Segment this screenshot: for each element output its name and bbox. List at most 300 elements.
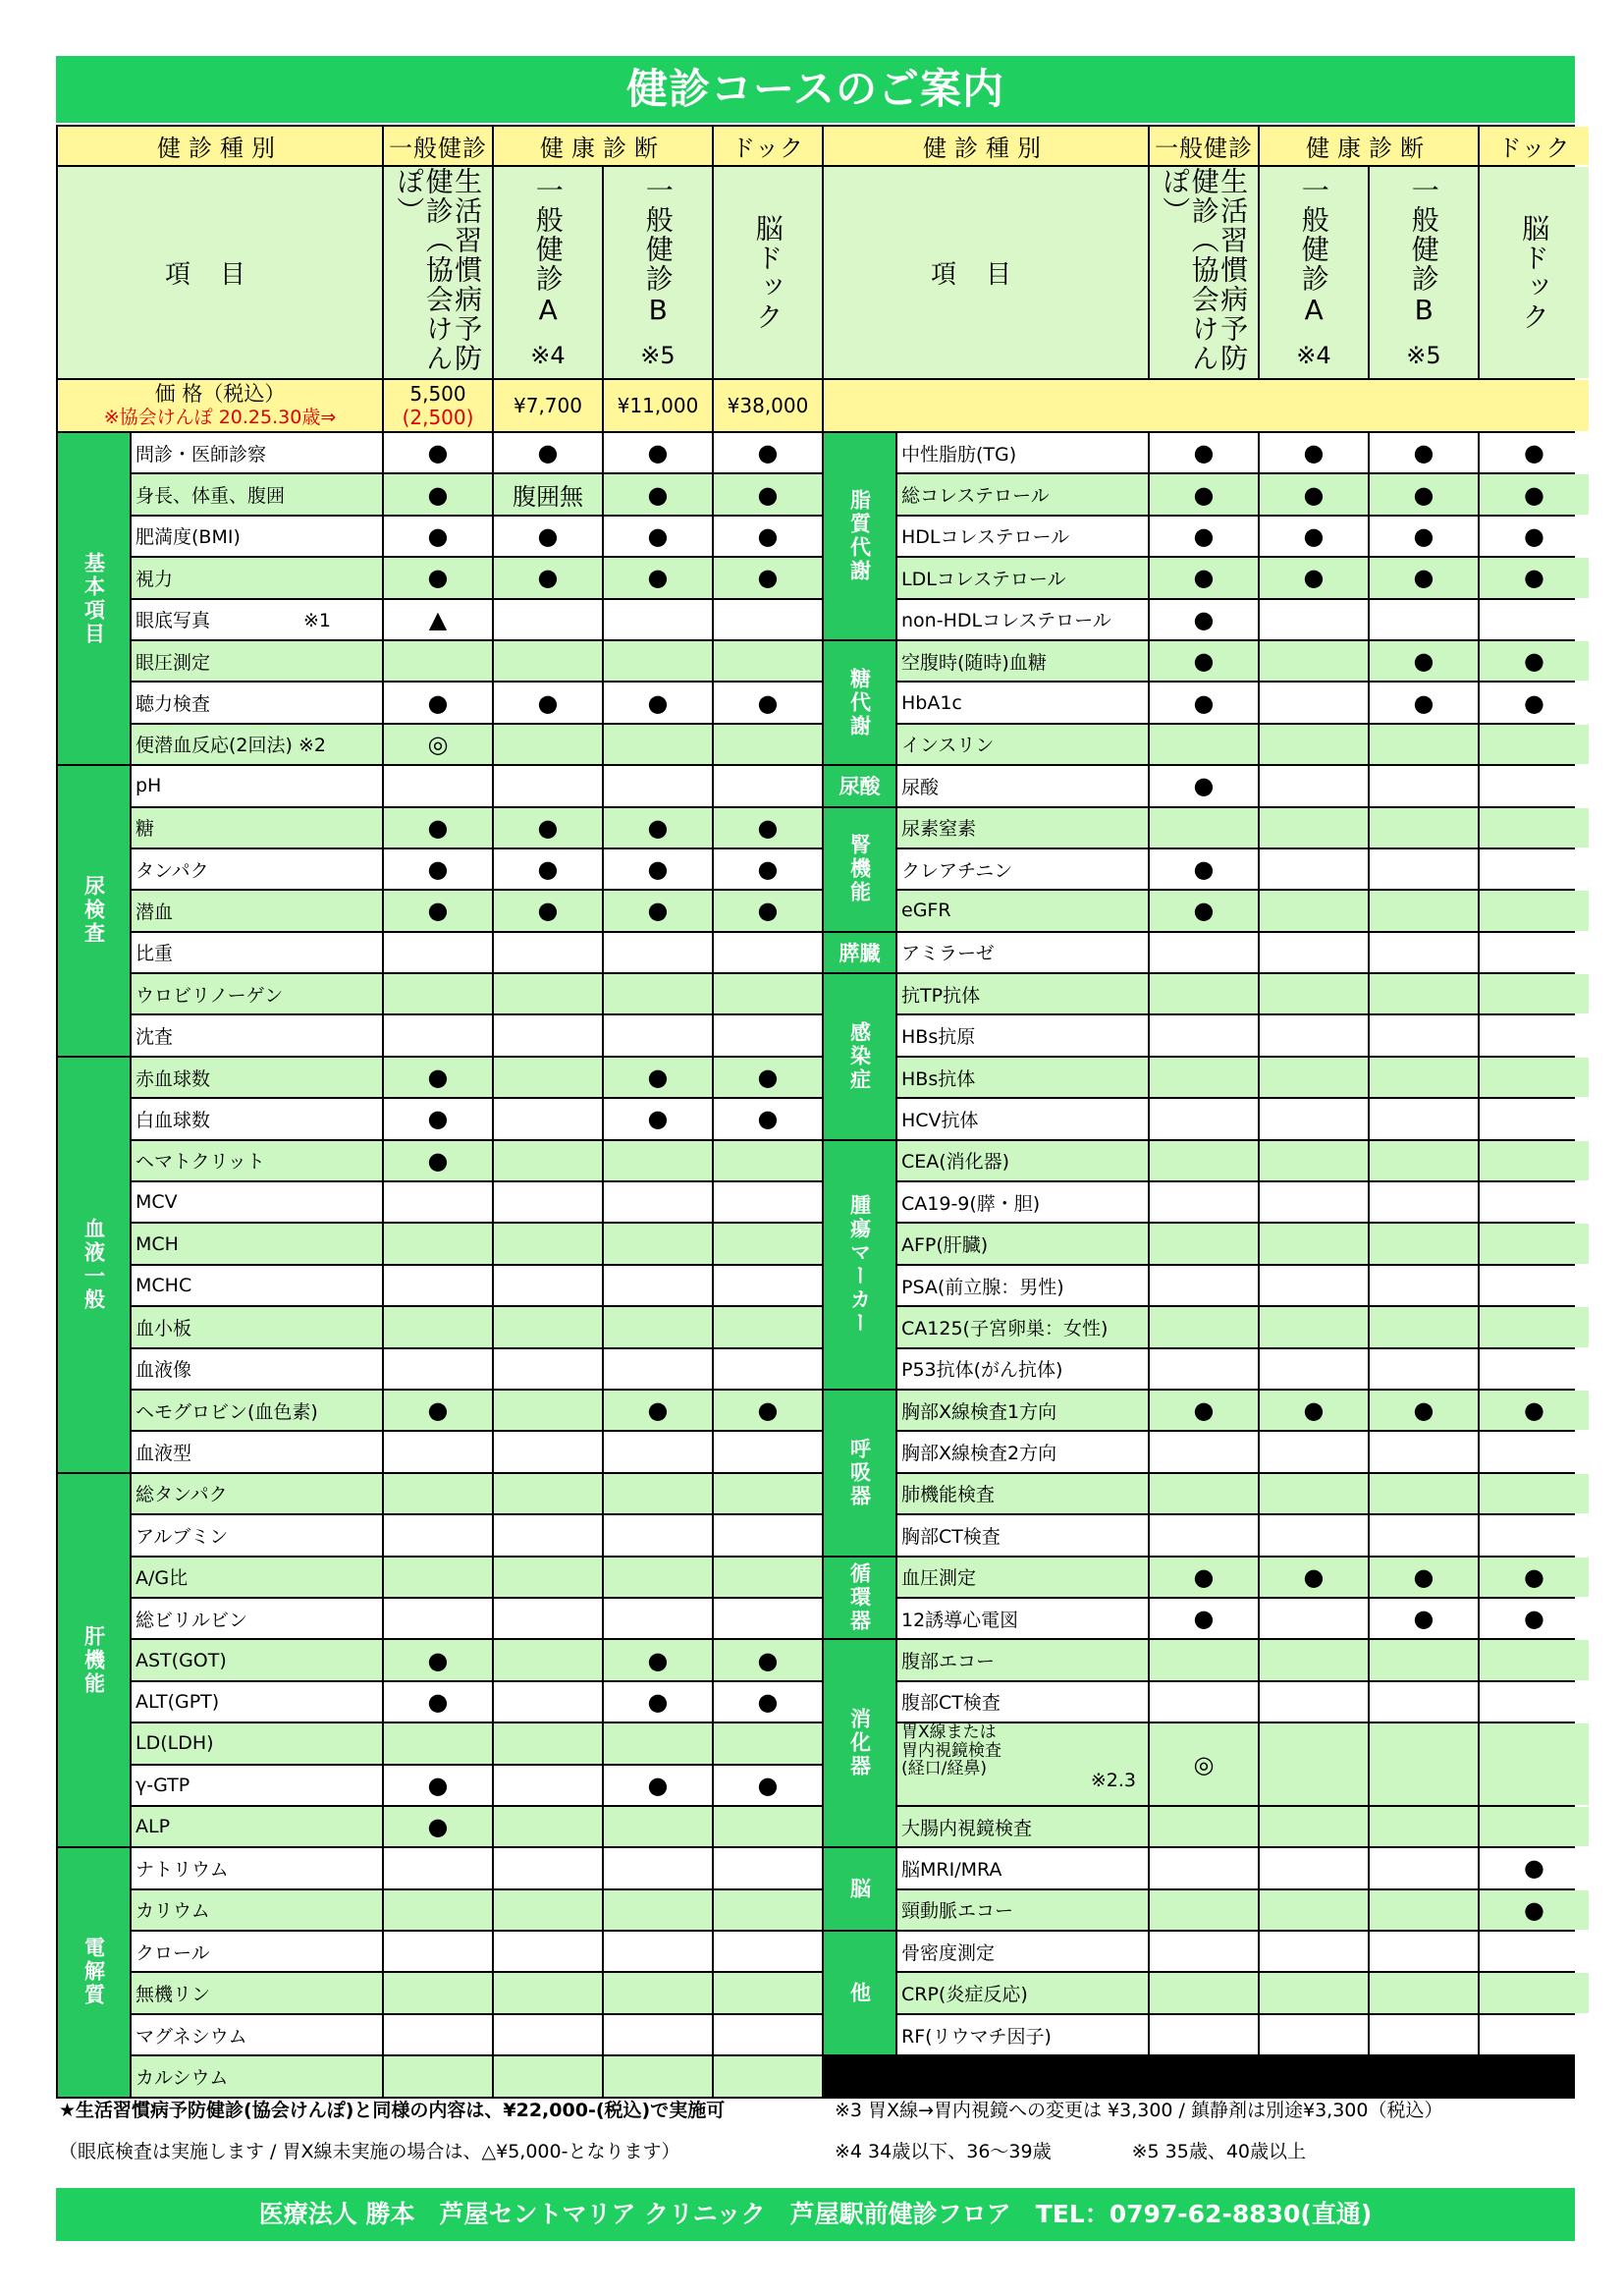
mark-cell: ● <box>384 1391 492 1430</box>
mark-cell <box>1260 1015 1368 1055</box>
item-label: 胸部CT検査 <box>897 1515 1148 1555</box>
mark-cell: ● <box>1480 1848 1589 1887</box>
item-label: HBs抗体 <box>897 1058 1148 1097</box>
mark-cell <box>1480 1640 1589 1679</box>
dock-header-left: ドック <box>714 127 822 165</box>
mark-cell: 腹囲無 <box>494 474 602 514</box>
mark-cell <box>384 1973 492 2012</box>
general-header-right: 一般健診 <box>1150 127 1258 165</box>
mark-cell <box>1480 1058 1589 1097</box>
mark-cell <box>1150 1973 1258 2012</box>
mark-cell <box>494 1266 602 1305</box>
item-label: 空腹時(随時)血糖 <box>897 641 1148 681</box>
mark-cell <box>1370 766 1478 805</box>
course-a-header-right: 一般健診A ※4 <box>1260 167 1368 378</box>
mark-cell <box>604 933 712 972</box>
section-label <box>824 1558 895 1639</box>
mark-cell <box>1150 1640 1258 1679</box>
item-label: 糖 <box>132 808 382 847</box>
mark-cell <box>1480 1932 1589 1971</box>
mark-cell <box>1260 683 1368 722</box>
section-label <box>824 1640 895 1846</box>
mark-cell <box>1370 725 1478 764</box>
mark-cell: ● <box>1480 517 1589 556</box>
mark-cell <box>1480 1015 1589 1055</box>
mark-cell <box>494 766 602 805</box>
mark-cell <box>714 1307 822 1346</box>
mark-cell <box>714 933 822 972</box>
item-label: 血小板 <box>132 1307 382 1346</box>
mark-cell: ● <box>1150 1558 1258 1597</box>
item-label: アミラーゼ <box>897 933 1148 972</box>
mark-cell <box>494 1182 602 1222</box>
mark-cell <box>1150 1474 1258 1513</box>
item-label: ヘモグロビン(血色素) <box>132 1391 382 1430</box>
mark-cell <box>1480 1474 1589 1513</box>
mark-cell <box>384 1848 492 1887</box>
item-label: 無機リン <box>132 1973 382 2012</box>
category-header-right: 健診種別 <box>824 127 1148 165</box>
mark-cell: ● <box>1150 558 1258 597</box>
mark-cell <box>494 1682 602 1722</box>
mark-cell: ● <box>1480 1890 1589 1930</box>
item-label: 骨密度測定 <box>897 1932 1148 1971</box>
course-b-header-left: 一般健診B ※5 <box>604 167 712 378</box>
section-label <box>824 1848 895 1930</box>
mark-cell: ● <box>604 558 712 597</box>
mark-cell <box>384 641 492 681</box>
item-label: 総ビリルビン <box>132 1599 382 1638</box>
item-label: 聴力検査 <box>132 683 382 722</box>
mark-cell <box>1260 1266 1368 1305</box>
mark-cell: ● <box>1480 433 1589 472</box>
item-label-line: 胃内視鏡検査 <box>901 1740 1001 1761</box>
kyokai-age-note: ※協会けんぽ 20.25.30歳⇒ <box>103 407 337 429</box>
price-seikatsu-kyokai: (2,500) <box>402 406 474 429</box>
item-label: non-HDLコレステロール <box>897 600 1148 639</box>
seikatsu-header-left: 生活習慣病予防健診（協会けんぽ） <box>384 167 492 378</box>
mark-cell <box>714 1723 822 1763</box>
mark-cell <box>1150 1515 1258 1555</box>
mark-cell <box>1260 1058 1368 1097</box>
mark-cell <box>1480 974 1589 1013</box>
section-label-text: 感染症 <box>847 1020 872 1092</box>
mark-cell <box>1150 1224 1258 1263</box>
mark-cell <box>1370 1058 1478 1097</box>
mark-cell <box>494 641 602 681</box>
item-label: AST(GOT) <box>132 1640 382 1679</box>
mark-cell <box>604 1141 712 1180</box>
dock-course-header-left: 脳ドック <box>714 167 822 378</box>
mark-cell <box>1480 1515 1589 1555</box>
mark-cell <box>1260 1848 1368 1887</box>
mark-cell: ● <box>384 517 492 556</box>
mark-cell: ● <box>1370 1558 1478 1597</box>
item-label: CA19-9(膵・胆) <box>897 1182 1148 1222</box>
mark-cell <box>1260 1515 1368 1555</box>
mark-cell: ● <box>1150 433 1258 472</box>
item-label: 腹部エコー <box>897 1640 1148 1679</box>
mark-cell <box>494 1015 602 1055</box>
mark-cell <box>604 1432 712 1471</box>
mark-cell <box>1370 1515 1478 1555</box>
mark-cell <box>494 1558 602 1597</box>
item-label: 血液像 <box>132 1349 382 1389</box>
mark-cell <box>604 1848 712 1887</box>
mark-cell <box>1370 1349 1478 1389</box>
mark-cell <box>1370 1474 1478 1513</box>
mark-cell <box>1480 600 1589 639</box>
mark-cell <box>1260 600 1368 639</box>
mark-cell: ● <box>1480 683 1589 722</box>
general-header-left: 一般健診 <box>384 127 492 165</box>
item-label: MCV <box>132 1182 382 1222</box>
item-label: 沈査 <box>132 1015 382 1055</box>
mark-cell <box>494 1723 602 1763</box>
item-label: ALP <box>132 1807 382 1846</box>
item-label: MCH <box>132 1224 382 1263</box>
item-label: 視力 <box>132 558 382 597</box>
mark-cell <box>494 1141 602 1180</box>
mark-cell <box>1370 974 1478 1013</box>
mark-cell <box>1370 933 1478 972</box>
section-label <box>824 808 895 931</box>
mark-cell <box>1260 1307 1368 1346</box>
mark-cell: ● <box>384 1640 492 1679</box>
mark-cell <box>494 933 602 972</box>
mark-cell <box>494 1515 602 1555</box>
course-b-header-right: 一般健診B ※5 <box>1370 167 1478 378</box>
price-course-b: ¥11,000 <box>604 380 712 431</box>
dock-header-right: ドック <box>1480 127 1589 165</box>
mark-cell <box>604 1182 712 1222</box>
mark-cell <box>714 1266 822 1305</box>
mark-cell <box>1150 1932 1258 1971</box>
section-label-text: 尿検査 <box>81 875 106 947</box>
item-label: 総タンパク <box>132 1474 382 1513</box>
mark-cell: ◎ <box>1150 1723 1258 1805</box>
mark-cell <box>1260 1932 1368 1971</box>
item-label: 潜血 <box>132 891 382 930</box>
mark-cell <box>714 2015 822 2054</box>
item-label: P53抗体(がん抗体) <box>897 1349 1148 1389</box>
mark-cell <box>714 1973 822 2012</box>
mark-cell: ● <box>604 433 712 472</box>
course-a-header-left: 一般健診A ※4 <box>494 167 602 378</box>
mark-cell <box>1370 1807 1478 1846</box>
mark-cell: ● <box>1260 1558 1368 1597</box>
mark-cell <box>1480 1349 1589 1389</box>
mark-cell: ● <box>1480 1558 1589 1597</box>
mark-cell <box>1260 2015 1368 2054</box>
mark-cell <box>714 2056 822 2096</box>
mark-cell <box>1260 725 1368 764</box>
item-label: 比重 <box>132 933 382 972</box>
mark-cell: ● <box>604 849 712 889</box>
mark-cell <box>1260 1349 1368 1389</box>
section-label <box>58 1474 130 1847</box>
item-label: 肺機能検査 <box>897 1474 1148 1513</box>
mark-cell <box>1370 1307 1478 1346</box>
mark-cell: ◎ <box>384 725 492 764</box>
seikatsu-header-right: 生活習慣病予防健診（協会けんぽ） <box>1150 167 1258 378</box>
mark-cell <box>1370 2015 1478 2054</box>
item-label: HDLコレステロール <box>897 517 1148 556</box>
mark-cell <box>604 1515 712 1555</box>
item-label: CA125(子宮卵巣：女性) <box>897 1307 1148 1346</box>
mark-cell <box>1260 1432 1368 1471</box>
section-label-text: 基本項目 <box>81 551 106 646</box>
clinic-footer: 医療法人 勝本 芦屋セントマリア クリニック 芦屋駅前健診フロア TEL：0797-62-8830(直通) <box>56 2188 1575 2241</box>
mark-cell <box>494 2056 602 2096</box>
item-note: ※2.3 <box>1090 1770 1136 1791</box>
item-header-left: 項目 <box>58 167 382 378</box>
item-label: 大腸内視鏡検査 <box>897 1807 1148 1846</box>
mark-cell <box>384 1307 492 1346</box>
mark-cell: ● <box>1370 683 1478 722</box>
mark-cell: ● <box>604 1766 712 1805</box>
mark-cell <box>494 1973 602 2012</box>
mark-cell <box>1370 1932 1478 1971</box>
mark-cell: ● <box>714 1640 822 1679</box>
item-label <box>897 1723 1148 1805</box>
mark-cell <box>384 1558 492 1597</box>
mark-cell: ● <box>714 1099 822 1138</box>
note-1-2: ※1 ▲眼底検査は医師の判断により実施 ※2 ◎35歳以上の方のみ実施 <box>835 2058 1429 2080</box>
item-label: AFP(肝臓) <box>897 1224 1148 1263</box>
mark-cell <box>1480 1141 1589 1180</box>
mark-cell: ● <box>1260 1391 1368 1430</box>
section-label <box>58 1058 130 1472</box>
mark-cell: ● <box>384 849 492 889</box>
mark-cell: ● <box>604 1058 712 1097</box>
mark-cell <box>384 1224 492 1263</box>
mark-cell: ● <box>714 683 822 722</box>
mark-cell: ● <box>384 474 492 514</box>
course-table <box>56 125 1575 2099</box>
mark-cell: ● <box>384 683 492 722</box>
mark-cell: ● <box>604 1099 712 1138</box>
mark-cell <box>604 1890 712 1930</box>
mark-cell <box>1260 1890 1368 1930</box>
item-label: 白血球数 <box>132 1099 382 1138</box>
item-label: 赤血球数 <box>132 1058 382 1097</box>
mark-cell: ● <box>604 683 712 722</box>
mark-cell: ● <box>384 808 492 847</box>
mark-cell <box>1260 1973 1368 2012</box>
item-label: カリウム <box>132 1890 382 1930</box>
mark-cell: ● <box>1150 1391 1258 1430</box>
mark-cell: ● <box>1370 517 1478 556</box>
item-label: A/G比 <box>132 1558 382 1597</box>
section-label-text: 糖代謝 <box>847 667 872 738</box>
mark-cell: ● <box>384 558 492 597</box>
item-label: 眼圧測定 <box>132 641 382 681</box>
mark-cell <box>1150 1058 1258 1097</box>
mark-cell: ● <box>1150 683 1258 722</box>
mark-cell <box>604 1973 712 2012</box>
mark-cell <box>714 725 822 764</box>
item-header-right: 項目 <box>824 167 1148 378</box>
item-label: ナトリウム <box>132 1848 382 1887</box>
mark-cell <box>1150 1266 1258 1305</box>
mark-cell <box>1370 1848 1478 1887</box>
item-label: 頸動脈エコー <box>897 1890 1148 1930</box>
section-label-text: 腎機能 <box>847 834 872 905</box>
mark-cell <box>604 1474 712 1513</box>
item-label: LDLコレステロール <box>897 558 1148 597</box>
mark-cell <box>1150 1432 1258 1471</box>
mark-cell <box>1370 1182 1478 1222</box>
mark-cell <box>384 1515 492 1555</box>
mark-cell <box>494 2015 602 2054</box>
mark-cell <box>1370 1141 1478 1180</box>
mark-cell: ● <box>714 1766 822 1805</box>
item-label: 血圧測定 <box>897 1558 1148 1597</box>
item-label: 肥満度(BMI) <box>132 517 382 556</box>
mark-cell <box>1480 1224 1589 1263</box>
mark-cell: ● <box>1480 1599 1589 1638</box>
mark-cell: ● <box>494 433 602 472</box>
mark-cell <box>1150 1890 1258 1930</box>
mark-cell <box>1260 808 1368 847</box>
item-label: CEA(消化器) <box>897 1141 1148 1180</box>
mark-cell <box>1260 1807 1368 1846</box>
mark-cell <box>494 1766 602 1805</box>
mark-cell <box>1260 1141 1368 1180</box>
mark-cell <box>1150 1099 1258 1138</box>
mark-cell <box>494 1307 602 1346</box>
mark-cell: ● <box>604 517 712 556</box>
mark-cell: ● <box>384 1807 492 1846</box>
mark-cell: ● <box>1370 433 1478 472</box>
mark-cell <box>714 1141 822 1180</box>
mark-cell <box>384 933 492 972</box>
mark-cell: ● <box>384 1058 492 1097</box>
item-label: 血液型 <box>132 1432 382 1471</box>
mark-cell <box>714 1349 822 1389</box>
item-label: HBs抗原 <box>897 1015 1148 1055</box>
mark-cell: ● <box>604 808 712 847</box>
mark-cell <box>494 1474 602 1513</box>
note-seikatsu-equivalent: ★生活習慣病予防健診(協会けんぽ)と同様の内容は、¥22,000-(税込)で実施可 <box>59 2100 726 2121</box>
mark-cell <box>494 1848 602 1887</box>
section-label <box>824 974 895 1139</box>
mark-cell <box>1480 725 1589 764</box>
mark-cell <box>384 1932 492 1971</box>
price-seikatsu <box>384 380 492 431</box>
mark-cell <box>714 1890 822 1930</box>
mark-cell <box>1480 849 1589 889</box>
mark-cell: ● <box>384 1682 492 1722</box>
mark-cell <box>494 600 602 639</box>
mark-cell <box>1370 891 1478 930</box>
section-label-text: 血液一般 <box>81 1217 106 1312</box>
mark-cell: ● <box>1370 1391 1478 1430</box>
health-header-left: 健康診断 <box>494 127 712 165</box>
mark-cell: ● <box>1150 766 1258 805</box>
mark-cell: ● <box>1150 474 1258 514</box>
section-label <box>58 1848 130 2096</box>
health-header-right: 健康診断 <box>1260 127 1478 165</box>
section-label: 膵臓 <box>824 933 895 972</box>
mark-cell <box>714 1848 822 1887</box>
price-seikatsu-value: 5,500 <box>409 382 466 406</box>
item-label: HbA1c <box>897 683 1148 722</box>
mark-cell: ● <box>1150 641 1258 681</box>
mark-cell <box>1480 1182 1589 1222</box>
mark-cell <box>1150 725 1258 764</box>
section-label-text: 脂質代謝 <box>847 488 872 583</box>
mark-cell <box>604 641 712 681</box>
mark-cell <box>494 1432 602 1471</box>
mark-cell: ● <box>1480 558 1589 597</box>
price-course-a: ¥7,700 <box>494 380 602 431</box>
mark-cell: ● <box>604 1640 712 1679</box>
mark-cell <box>1150 1349 1258 1389</box>
mark-cell <box>494 1640 602 1679</box>
mark-cell <box>1150 1141 1258 1180</box>
mark-cell <box>714 974 822 1013</box>
mark-cell <box>714 641 822 681</box>
mark-cell <box>714 1224 822 1263</box>
mark-cell: ● <box>714 808 822 847</box>
item-label: 尿酸 <box>897 766 1148 805</box>
mark-cell: ● <box>1370 1599 1478 1638</box>
mark-cell <box>494 1099 602 1138</box>
mark-cell <box>494 974 602 1013</box>
mark-cell <box>604 1599 712 1638</box>
item-label: 身長、体重、腹囲 <box>132 474 382 514</box>
mark-cell <box>714 1015 822 1055</box>
mark-cell <box>1260 766 1368 805</box>
mark-cell <box>494 1391 602 1430</box>
item-label: 総コレステロール <box>897 474 1148 514</box>
item-label: ウロビリノーゲン <box>132 974 382 1013</box>
mark-cell <box>714 1474 822 1513</box>
mark-cell: ● <box>494 808 602 847</box>
mark-cell <box>384 1723 492 1763</box>
mark-cell <box>1480 891 1589 930</box>
mark-cell: ● <box>1370 558 1478 597</box>
section-label-text: 腫瘍マーカー <box>847 1193 872 1336</box>
item-label: アルブミン <box>132 1515 382 1555</box>
mark-cell: ● <box>714 517 822 556</box>
mark-cell <box>1480 1807 1589 1846</box>
mark-cell <box>1260 891 1368 930</box>
mark-cell <box>714 1599 822 1638</box>
mark-cell <box>1480 1099 1589 1138</box>
page-title: 健診コースのご案内 <box>56 56 1575 123</box>
mark-cell <box>714 1932 822 1971</box>
dock-course-header-right: 脳ドック <box>1480 167 1589 378</box>
mark-cell: ● <box>384 433 492 472</box>
mark-cell: ● <box>714 558 822 597</box>
mark-cell: ● <box>1480 1391 1589 1430</box>
mark-cell <box>1370 1015 1478 1055</box>
mark-cell <box>1150 1015 1258 1055</box>
section-label-text: 呼吸器 <box>847 1437 872 1508</box>
mark-cell <box>714 600 822 639</box>
mark-cell <box>604 1807 712 1846</box>
item-label: 尿素窒素 <box>897 808 1148 847</box>
note-3: ※3 胃X線→胃内視鏡への変更は ¥3,300 / 鎮静剤は別途¥3,300（税込） <box>835 2100 1443 2121</box>
mark-cell: ● <box>1260 558 1368 597</box>
mark-cell: ● <box>1150 849 1258 889</box>
mark-cell <box>1260 1182 1368 1222</box>
mark-cell <box>494 1807 602 1846</box>
mark-cell: ● <box>604 1682 712 1722</box>
